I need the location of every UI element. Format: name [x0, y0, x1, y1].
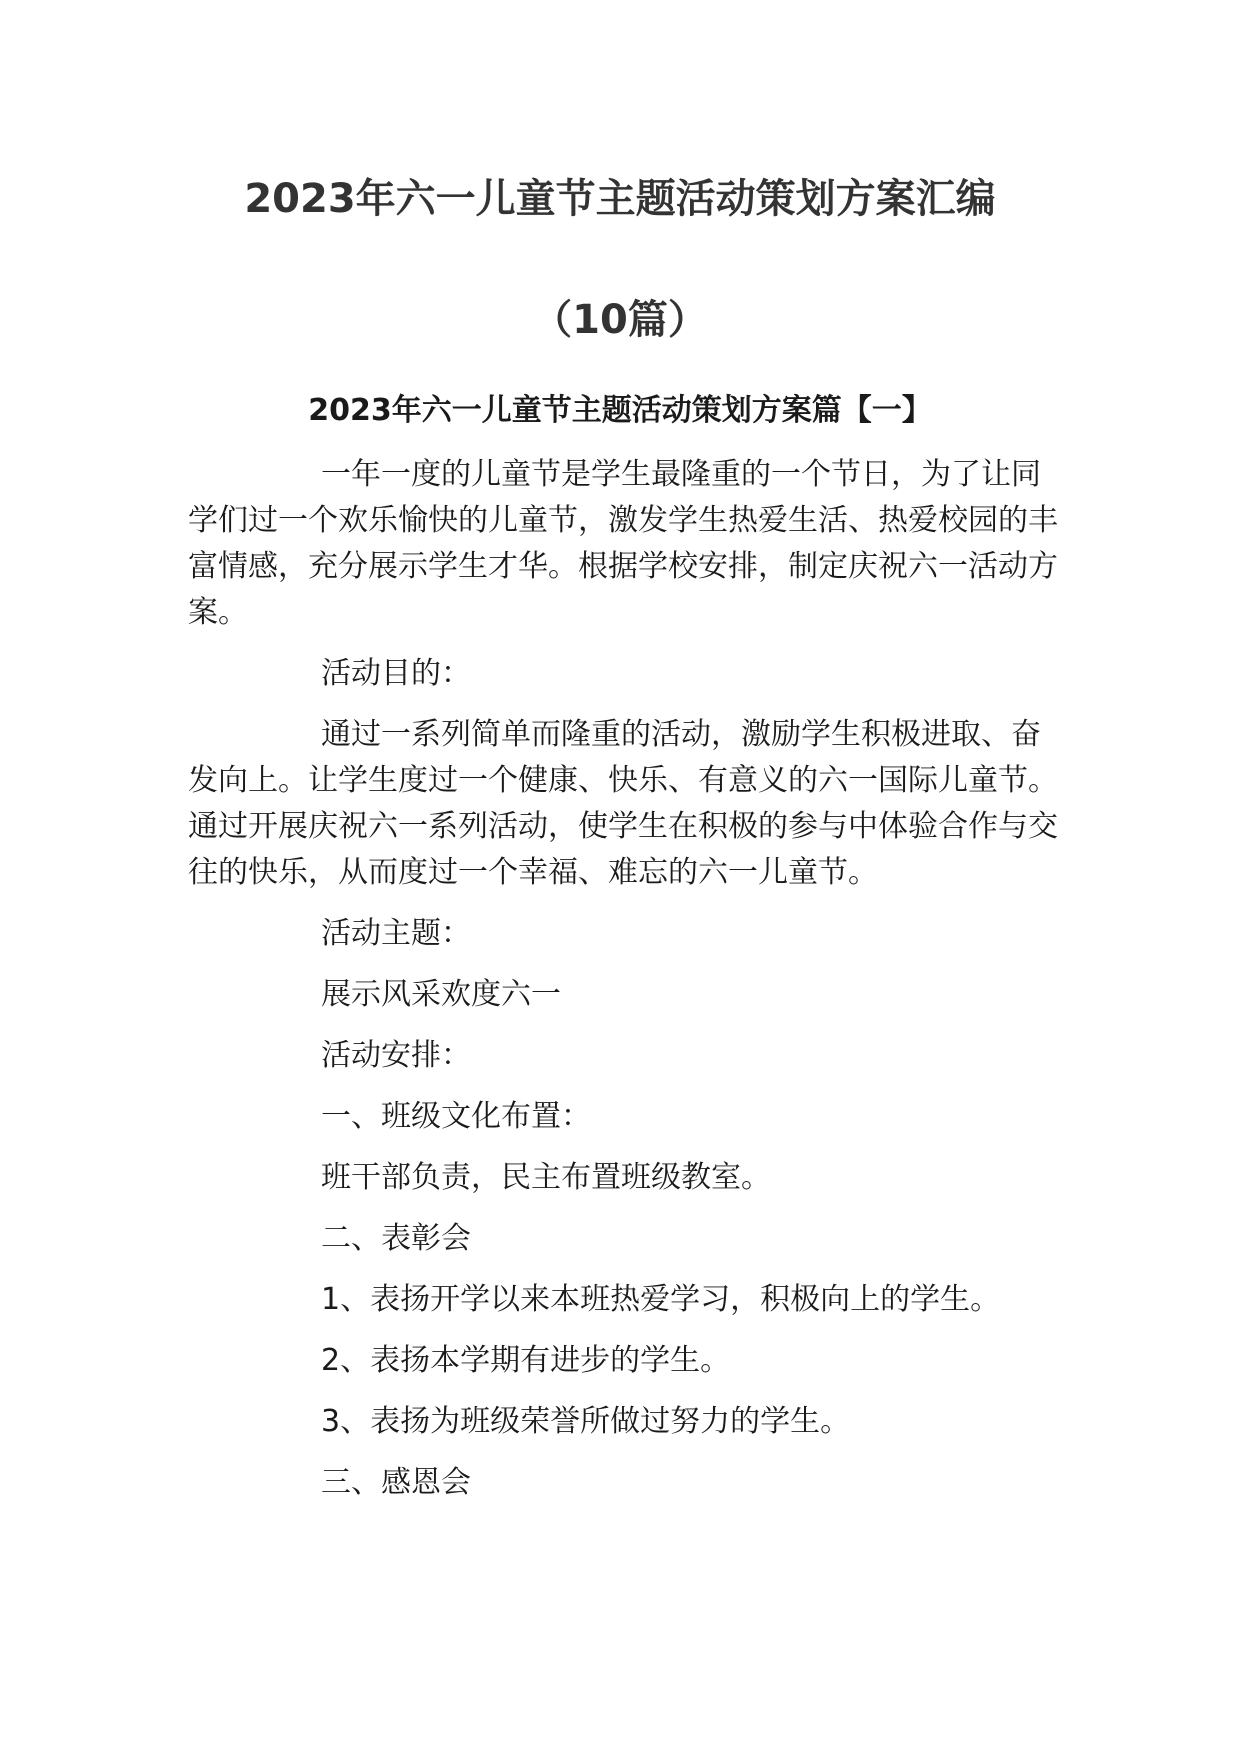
intro-paragraph: 一年一度的儿童节是学生最隆重的一个节日，为了让同学们过一个欢乐愉快的儿童节，激发学生热爱生活、热爱校园的丰富情感，充分展示学生才华。根据学校安排，制定庆祝六一活动方案。	[188, 457, 1058, 630]
item1-text: 班干部负责，民主布置班级教室。	[321, 1160, 771, 1195]
section-heading: 2023年六一儿童节主题活动策划方案篇【一】	[308, 393, 932, 428]
arrangement-label: 活动安排：	[321, 1038, 471, 1073]
document-title-count: （10篇）	[532, 297, 708, 343]
item3-heading: 三、感恩会	[321, 1465, 471, 1500]
purpose-paragraph: 通过一系列简单而隆重的活动，激励学生积极进取、奋发向上。让学生度过一个健康、快乐、有意义的六一国际儿童节。通过开展庆祝六一系列活动，使学生在积极的参与中体验合作与交往的快乐，从而度过一个幸福、难忘的六一儿童节。	[188, 717, 1058, 890]
item1-heading: 一、班级文化布置：	[321, 1099, 591, 1134]
item2-sub2: 2、表扬本学期有进步的学生。	[321, 1343, 731, 1378]
item2-heading: 二、表彰会	[321, 1221, 471, 1256]
document-title: 2023年六一儿童节主题活动策划方案汇编	[244, 176, 996, 222]
item2-sub3: 3、表扬为班级荣誉所做过努力的学生。	[321, 1404, 851, 1439]
purpose-label: 活动目的：	[321, 656, 471, 691]
document-body	[188, 452, 1068, 1521]
item2-sub1: 1、表扬开学以来本班热爱学习，积极向上的学生。	[321, 1282, 1001, 1317]
theme-text: 展示风采欢度六一	[321, 977, 561, 1012]
theme-label: 活动主题：	[321, 916, 471, 951]
